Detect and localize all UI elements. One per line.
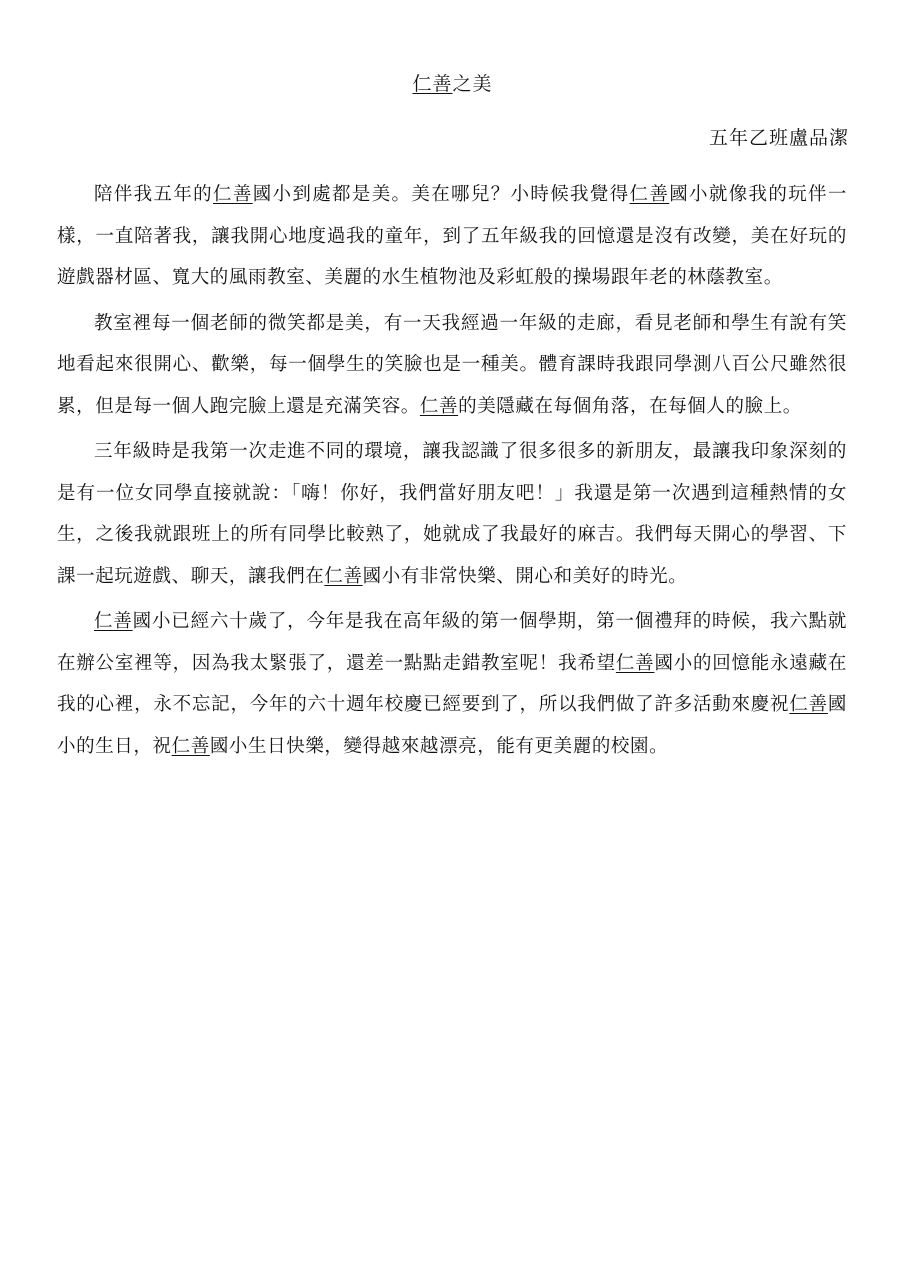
essay-body [57,174,847,771]
underlined-school-name: 仁善 [615,652,655,674]
paragraph-text: 國小生日快樂，變得越來越漂亮，能有更美麗的校園。 [209,735,669,757]
title-rest: 之美 [452,73,493,95]
document-title [0,70,905,98]
paragraph-text: 國小就像我的玩伴一樣，一直陪著我，讓我開心地度過我的童年，到了五年級我的回憶還是沒有改變，美在好玩的遊戲器材區、寬大的風雨教室、美麗的水生植物池及彩虹般的操場跟年老的林蔭教室。 [57,184,847,288]
paragraph-text: 三年級時是我第一次走進不同的環境，讓我認識了很多很多的新朋友，最讓我印象深刻的是有一位女同學直接就說：「嗨！你好，我們當好朋友吧！」我還是第一次遇到這種熱情的女生，之後我就跟班上的所有同學比較熟了，她就成了我最好的麻吉。我們每天開心的學習、下課一起玩遊戲、聊天，讓我們在 [57,441,847,587]
paragraph-text: 國小有非常快樂、開心和美好的時光。 [362,565,688,587]
paragraph-text: 國小到處都是美。美在哪兒？小時候我覺得 [252,184,630,205]
underlined-school-name: 仁善 [789,694,828,715]
essay-paragraph [57,601,847,767]
paragraph-text: 國小已經六十歲了，今年是我在高年級的第一個學期，第一個禮拜的時候，我六點就在辦公室裡等，因為我太緊張了，還差一點點走錯教室呢！我希望 [57,611,848,674]
paragraph-text: 的美隱藏在每個角落，在每個人的臉上。 [458,395,802,417]
underlined-school-name: 仁善 [324,565,363,587]
underlined-school-name: 仁善 [94,611,133,632]
underlined-school-name: 仁善 [213,184,253,205]
essay-paragraph [57,303,847,428]
essay-paragraph [57,174,847,299]
paragraph-text: 國小的生日，祝 [57,694,847,757]
paragraph-text: 教室裡每一個老師的微笑都是美，有一天我經過一年級的走廊，看見老師和學生有說有笑地看起來很開心、歡樂，每一個學生的笑臉也是一種美。體育課時我跟同學測八百公尺雖然很累，但是每一個人跑完臉上還是充滿笑容。 [57,312,847,417]
paragraph-text: 國小的回憶能永遠藏在我的心裡，永不忘記，今年的六十週年校慶已經要到了，所以我們做了許多活動來慶祝 [57,652,847,715]
underlined-school-name: 仁善 [171,735,210,757]
underlined-school-name: 仁善 [419,395,459,417]
paragraph-text: 陪伴我五年的 [94,184,214,205]
essay-paragraph [57,431,847,597]
title-underlined-part: 仁善 [412,73,453,95]
underlined-school-name: 仁善 [629,184,670,205]
author-line: 五年乙班盧品潔 [708,127,849,149]
